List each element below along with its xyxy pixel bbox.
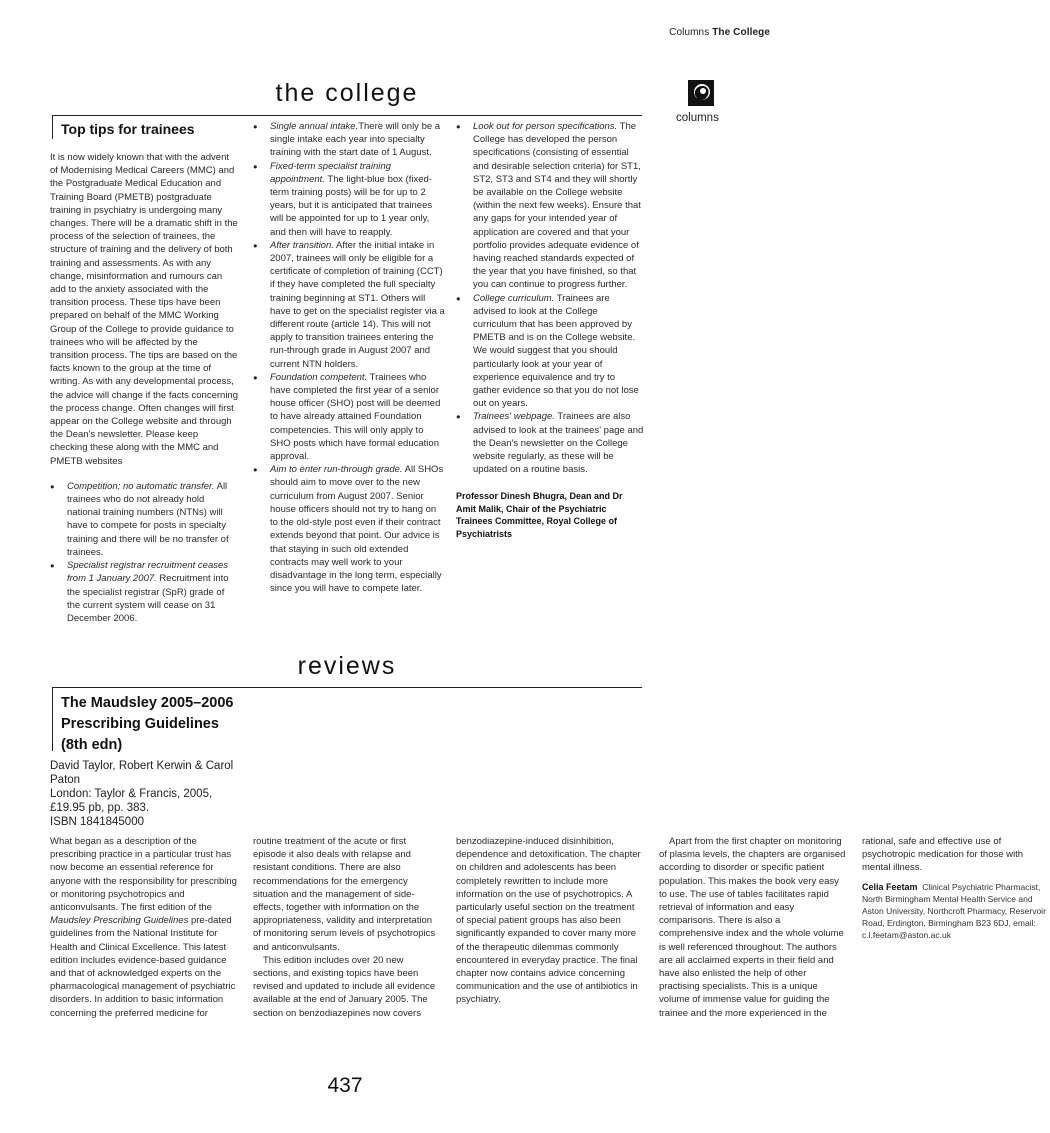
tips-list [50,480,238,625]
book-publisher: London: Taylor & Francis, 2005, £19.95 pb, pp. 383. [50,788,213,814]
tip-item [50,559,238,625]
college-column-1 [50,151,238,625]
tip-title: Competition; no automatic transfer. [67,480,215,492]
page-number: 437 [327,1074,363,1097]
tip-title: Fixed-term specialist training appointment. [270,160,391,185]
tip-text: There will only be a single intake each year into specialty training with the start date of 1 August. [270,121,441,159]
reviewer-details: Clinical Psychiatric Pharmacist, North Birmingham Mental Health Service and Aston University, Northcroft Pharmacy, Reservoir Road, Erdington, Birmingham B23 6DJ, email: c.l.feetam@aston.ac.uk [862,881,1046,940]
tip-text: The light-blue box (fixed-term training posts) will be for up to 2 years, but it is anticipated that trainees will be appointed for up to 1 year only, and then will have to reapply. [270,173,433,238]
running-head [669,27,770,38]
tip-text: Trainees who have completed the first year of a senior house officer (SHO) post will be deemed to have already attained Foundation competencies. This will only apply to SHO posts which have formal education approval. [270,371,441,463]
running-head-section: Columns [669,27,710,38]
reviews-top-rule [52,687,642,688]
tips-list [456,120,644,476]
tip-title: Single annual intake. [270,121,359,132]
reviews-box-rule [52,687,53,751]
tip-item [456,292,644,411]
tip-item [50,480,238,559]
college-signature: Professor Dinesh Bhugra, Dean and Dr Amit Malik, Chair of the Psychiatric Trainees Committee, Royal College of Psychiatrists [456,491,623,539]
book-meta [50,759,240,829]
running-head-title: The College [712,27,770,38]
reviewer-name: Celia Feetam [862,881,918,892]
tip-title: College curriculum. [473,292,555,304]
tip-item [456,410,644,476]
tip-item [253,160,445,239]
book-authors: David Taylor, Robert Kerwin & Carol Paton [50,760,234,786]
tip-item [253,120,445,160]
reviewer-credit [862,881,1050,941]
book-isbn: ISBN 1841845000 [50,816,144,828]
tip-text: All trainees who do not already hold national training numbers (NTNs) will have to compete for posts in specialty training and there will be no transfer of trainees. [67,480,229,558]
tip-item [253,371,445,463]
tip-item [253,463,445,595]
tip-text: Trainees are advised to look at the College curriculum that has been approved by PMETB and is on the College website. We would suggest that you should particularly look at your year of experience equivalence and try to gather evidence so that you do not lose out on years. [473,292,639,410]
college-section-title: the college [275,79,419,107]
tip-title: Foundation competent. [270,371,368,383]
review-paragraph-3: Apart from the first chapter on monitoring of plasma levels, the chapters are organised according to disorder or specific patient population. This makes the book very easy to use. The use of tables facilitates rapid retrieval of information and easy comparisons. There is also a comprehensive index and the whole volume is well referenced throughout. The authors are all acclaimed experts in their field and have also enlisted the help of other practising specialists. This is a unique volume of immense value for guiding the trainee and the more experienced in the rational, safe and effective use of psychotropic medication for those with mental illness. [659,836,1024,1019]
review-p1-a: What began as a description of the prescribing practice in a particular trust has now become an essential reference for anyone with the responsibility for prescribing or monitoring psychotropics and anticonvulsants. The first edition of the [50,836,237,914]
reviews-section-title: reviews [297,652,397,680]
review-paragraph-2: This edition includes over 20 new sections, and existing topics have been revised and updated to include all evidence available at the end of January 2005. The section on benzodiazepines now covers benzodiazepine-induced disinhibition, dependence and detoxification. The chapter on children and adolescents has been completely rewritten to include more information on the use of psychotropics. A particularly useful section on the treatment of special patient groups has also been significantly expanded to cover many more of the therapeutic dilemmas commonly encountered in everyday practice. The final chapter now contains advice concerning communication and the use of antibiotics in psychiatry. [253,836,641,1019]
college-article-title: Top tips for trainees [61,121,195,137]
tip-item [253,239,445,371]
tip-title: Look out for person specifications. [473,121,618,132]
tip-text: The College has developed the person specifications (consisting of essential and desirable selection criteria) for ST1, ST2, ST3 and ST4 and they will shortly be available on the College website (within the next few weeks). Ensure that any gaps for your intended year of application are covered and that your portfolio provides adequate evidence of having reached standards expected of the year that you have finished, so that you can continue to progress further. [473,121,641,291]
tip-title: Aim to enter run-through grade. [270,464,403,476]
college-intro: It is now widely known that with the advent of Modernising Medical Careers (MMC) and the Postgraduate Medical Education and Training Board (PMETB) postgraduate training in psychiatry is undergoing many changes. There will be a dramatic shift in the process of the selection of trainees, the structure of training and the delivery of both training and assessments. As with any change, misinformation and rumours can add to the anxiety associated with the transition process. These tips have been prepared on behalf of the MMC Working Group of the College to provide guidance to trainees who will be affected by the transition process. The tips are based on the facts known to the group at the time of writing. As with any developmental process, the advice will change if the facts concerning the process change. Often changes will first appear on the College website and through the Dean's newsletter. Please keep checking these along with the MMC and PMETB websites [50,152,238,467]
college-top-rule [52,115,642,116]
tips-list [253,120,445,595]
tip-item [456,120,644,292]
tip-text: Recruitment into the specialist registrar (SpR) grade of the current system will cease on 31 December 2006. [67,573,229,624]
college-column-3 [456,120,644,540]
book-title: The Maudsley 2005–2006 Prescribing Guidelines (8th edn) [61,695,234,753]
columns-label: columns [676,112,719,124]
review-p1-b: pre-dated guidelines from the National Institute for Health and Clinical Excellence. This latest edition includes evidence-based guidance and that of acknowledged experts on the pharmacological management of psychiatric disorders. In addition to basic information concerning the preferred medicine for routine treatment of the acute or first episode it also deals with relapse and resistant conditions. There are also recommendations for the emergency situation and the management of side-effects, together with information on the appropriateness, validity and interpretation of monitoring serum levels of psychotropics and anticonvulsants. [50,836,436,1019]
tip-text: Trainees are also advised to look at the trainees' page and the Dean's newsletter on the College website regularly, as these will be updated on a routine basis. [473,411,644,476]
review-p1-italic: Maudsley Prescribing Guidelines [50,915,189,927]
review-body [50,835,1046,1033]
tip-text: All SHOs should aim to move over to the new curriculum from August 2007. Senior house officers should not try to hang on to the old-style post even if their contract extends beyond that point. Our advice is that staying in such old extended contracts may well work to your disadvantage in the long term, especially since you will have to compete later. [270,464,444,595]
tip-title: Trainees' webpage. [473,411,555,423]
tip-title: After transition. [270,239,334,251]
columns-logo-icon [686,78,716,108]
tip-title: Specialist registrar recruitment ceases from 1 January 2007. [67,560,229,585]
college-column-2 [253,120,445,595]
college-box-rule [52,115,53,139]
tip-text: After the initial intake in 2007, trainees will only be eligible for a certificate of completion of training (CCT) if they have completed the full specialty training beginning at ST1. Others will have to get on the specialist register via a different route (article 14). This will not apply to transition trainees entering the run-through grade in August 2007 and current NTN holders. [270,239,445,370]
